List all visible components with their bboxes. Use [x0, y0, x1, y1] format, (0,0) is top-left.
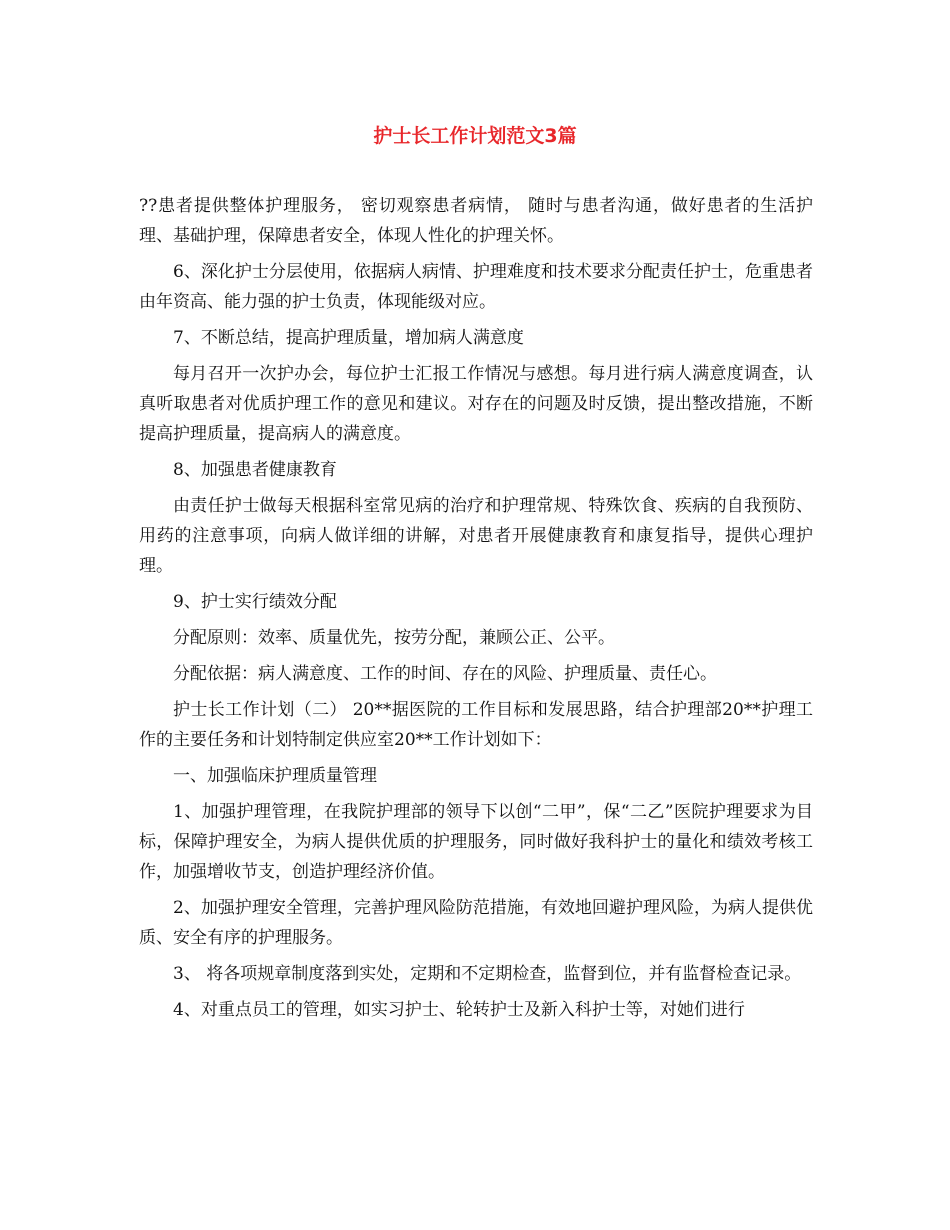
paragraph: 分配原则：效率、质量优先，按劳分配，兼顾公正、公平。 — [173, 628, 615, 648]
paragraph: 1、加强护理管理，在我院护理部的领导下以创“二甲”，保“二乙”医院护理要求为目标，保障护理安全，为病人提供优质的护理服务，同时做好我科护士的量化和绩效考核工作，加强增收节支，创造护理经济价值。 — [139, 802, 813, 882]
paragraph: 6、深化护士分层使用，依据病人病情、护理难度和技术要求分配责任护士，危重患者由年资高、能力强的护士负责，体现能级对应。 — [139, 262, 813, 312]
paragraph: 分配依据：病人满意度、工作的时间、存在的风险、护理质量、责任心。 — [173, 664, 717, 684]
document-body — [139, 191, 813, 1031]
paragraph: 3、 将各项规章制度落到实处，定期和不定期检查，监督到位，并有监督检查记录。 — [173, 964, 802, 984]
paragraph: 4、对重点员工的管理，如实习护士、轮转护士及新入科护士等，对她们进行 — [173, 1000, 745, 1020]
paragraph: 由责任护士做每天根据科室常见病的治疗和护理常规、特殊饮食、疾病的自我预防、用药的注意事项，向病人做详细的讲解，对患者开展健康教育和康复指导，提供心理护理。 — [139, 496, 813, 576]
paragraph: 护士长工作计划（二） 20**据医院的工作目标和发展思路，结合护理部20**护理工作的主要任务和计划特制定供应室20**工作计划如下： — [139, 700, 813, 750]
paragraph: 9、护士实行绩效分配 — [173, 592, 337, 612]
paragraph: 2、加强护理安全管理，完善护理风险防范措施，有效地回避护理风险，为病人提供优质、安全有序的护理服务。 — [139, 898, 813, 948]
paragraph: 一、加强临床护理质量管理 — [173, 766, 377, 786]
paragraph: 8、加强患者健康教育 — [173, 460, 337, 480]
paragraph: 每月召开一次护办会，每位护士汇报工作情况与感想。每月进行病人满意度调查，认真听取患者对优质护理工作的意见和建议。对存在的问题及时反馈，提出整改措施，不断提高护理质量，提高病人的满意度。 — [139, 364, 813, 444]
paragraph: 7、不断总结，提高护理质量，增加病人满意度 — [173, 328, 524, 348]
paragraph: ??患者提供整体护理服务， 密切观察患者病情， 随时与患者沟通，做好患者的生活护理、基础护理，保障患者安全，体现人性化的护理关怀。 — [139, 196, 813, 246]
document-title: 护士长工作计划范文3篇 — [373, 125, 577, 147]
